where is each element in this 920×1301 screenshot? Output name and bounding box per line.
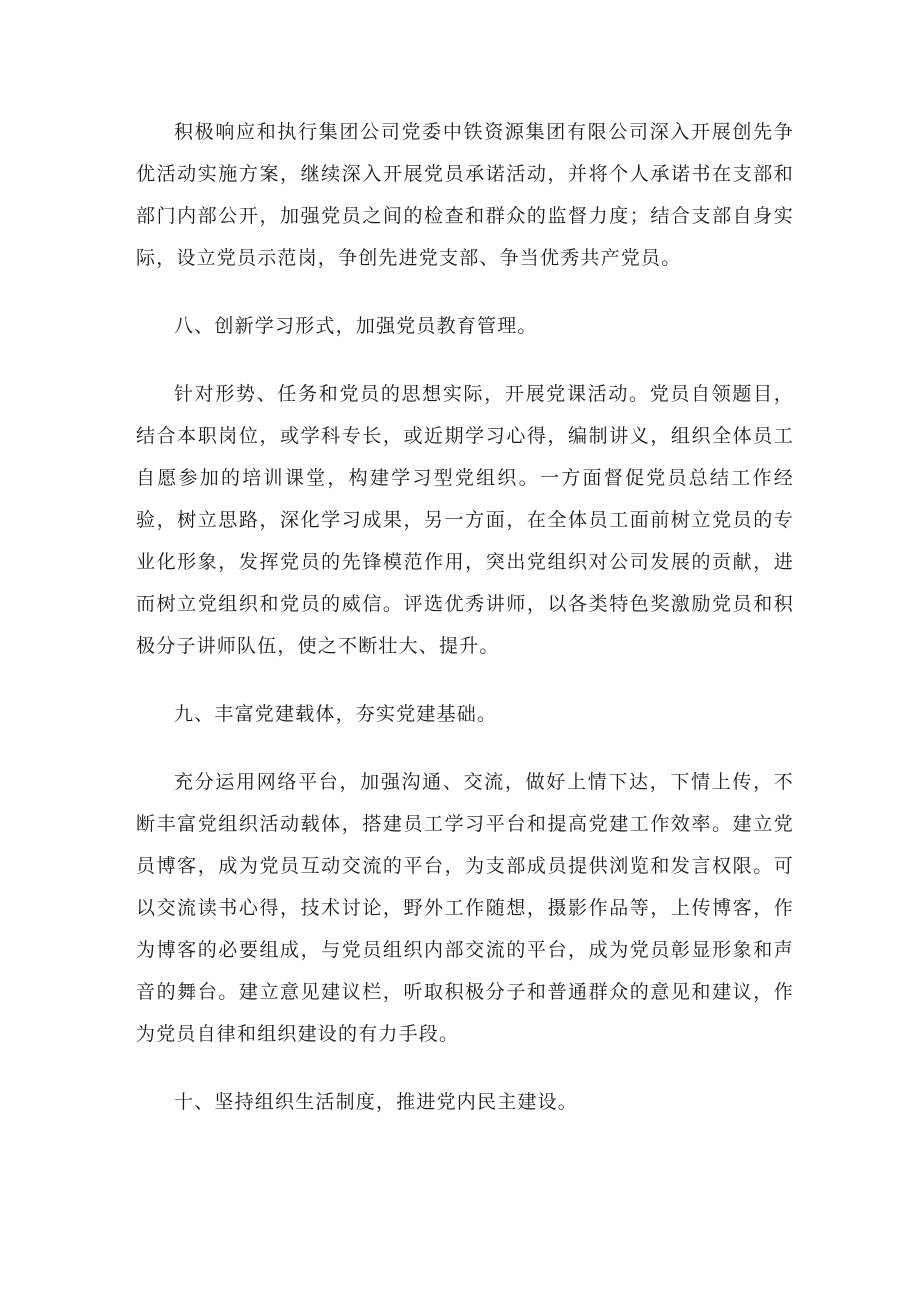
section-heading-10: 十、坚持组织生活制度，推进党内民主建设。 bbox=[174, 1091, 579, 1113]
document-body bbox=[136, 111, 794, 1149]
section-heading-9: 九、丰富党建载体，夯实党建基础。 bbox=[174, 703, 498, 725]
paragraph-commitment: 积极响应和执行集团公司党委中铁资源集团有限公司深入开展创先争优活动实施方案，继续深入开展党员承诺活动，并将个人承诺书在支部和部门内部公开，加强党员之间的检查和群众的监督力度；结合支部自身实际，设立党员示范岗，争创先进党支部、争当优秀共产党员。 bbox=[136, 121, 794, 269]
paragraph-learning: 针对形势、任务和党员的思想实际，开展党课活动。党员自领题目，结合本职岗位，或学科专长，或近期学习心得，编制讲义，组织全体员工自愿参加的培训课堂，构建学习型党组织。一方面督促党员总结工作经验，树立思路，深化学习成果，另一方面，在全体员工面前树立党员的专业化形象，发挥党员的先锋模范作用，突出党组织对公司发展的贡献，进而树立党组织和党员的威信。评选优秀讲师，以各类特色奖激励党员和积极分子讲师队伍，使之不断壮大、提升。 bbox=[136, 383, 794, 657]
paragraph-platform: 充分运用网络平台，加强沟通、交流，做好上情下达，下情上传，不断丰富党组织活动载体，搭建员工学习平台和提高党建工作效率。建立党员博客，成为党员互动交流的平台，为支部成员提供浏览和发言权限。可以交流读书心得，技术讨论，野外工作随想，摄影作品等，上传博客，作为博客的必要组成，与党员组织内部交流的平台，成为党员彰显形象和声音的舞台。建立意见建议栏，听取积极分子和普通群众的意见和建议，作为党员自律和组织建设的有力手段。 bbox=[136, 771, 794, 1045]
section-heading-8: 八、创新学习形式，加强党员教育管理。 bbox=[174, 315, 538, 337]
